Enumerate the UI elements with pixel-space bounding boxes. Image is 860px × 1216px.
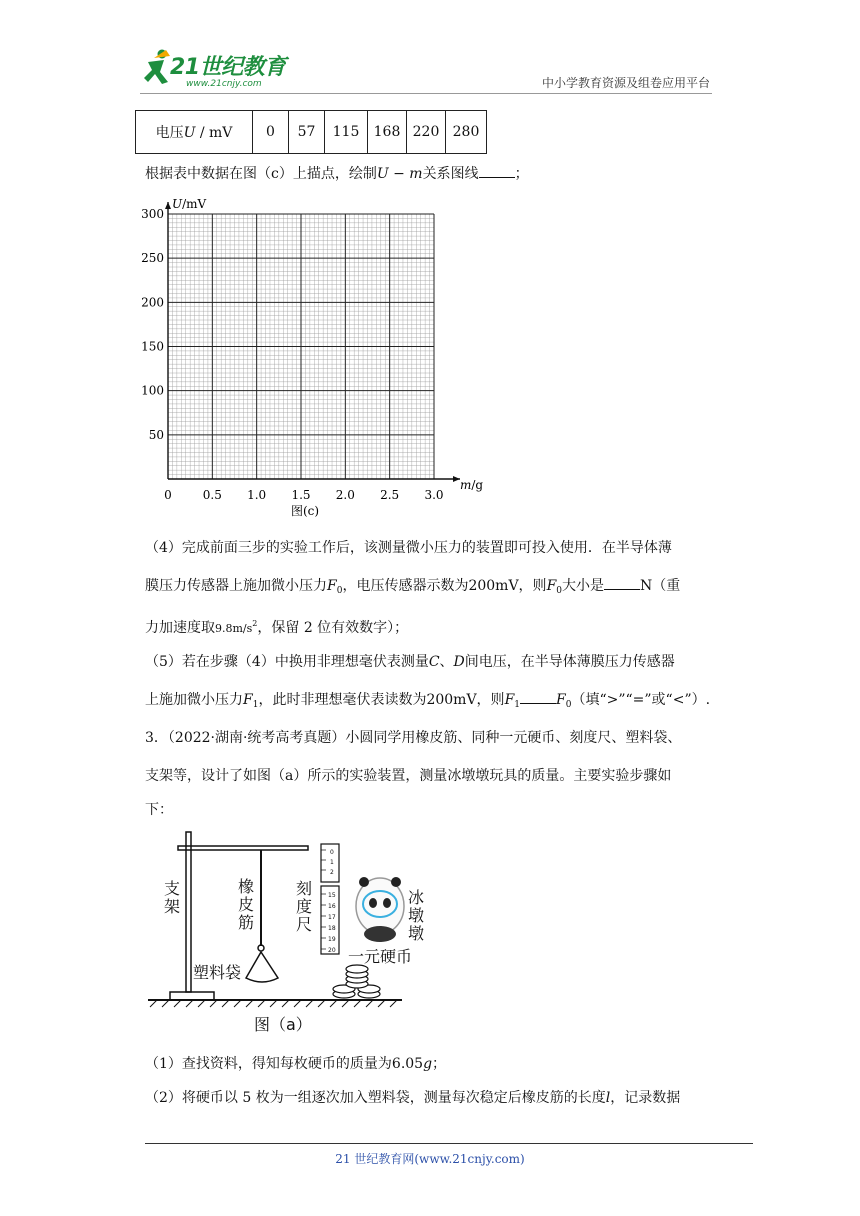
stand-pole	[186, 832, 191, 992]
x-axis-arrow	[453, 476, 460, 482]
y-tick-label: 200	[141, 295, 164, 310]
ruler-mark: 19	[328, 936, 336, 943]
table-unit: / mV	[195, 125, 233, 141]
q5-text: （填“>”“=”或“<”）.	[571, 692, 711, 708]
voltage-table	[135, 110, 487, 154]
x-tick-label: 2.5	[380, 488, 400, 502]
logo-url: www.21cnjy.com	[186, 79, 262, 89]
q4-text: N（重	[640, 578, 681, 594]
table-header-cell	[136, 111, 253, 154]
label-mascot: 冰墩墩	[408, 888, 425, 943]
y-tick-label: 250	[141, 251, 164, 266]
y-axis-arrow	[165, 202, 171, 209]
step-2	[145, 1088, 680, 1108]
instr-after: 关系图线	[422, 166, 479, 182]
platform-label: 中小学教育资源及组卷应用平台	[541, 76, 710, 90]
step-text: ，记录数据	[610, 1090, 681, 1106]
ruler-mark: 16	[328, 903, 336, 910]
q4-text: 大小是	[562, 578, 605, 594]
label-bag: 塑料袋	[193, 963, 242, 982]
x-tick-label: 1.5	[291, 488, 311, 502]
bag-icon	[246, 952, 278, 982]
point-c: C	[428, 654, 440, 670]
table-cell: 115	[325, 111, 368, 154]
x-tick-label: 0.5	[202, 488, 222, 502]
step-text: （1）查找资料，得知每枚硬币的质量为	[145, 1056, 392, 1072]
plot-instruction	[145, 164, 529, 184]
q5-text: ，此时非理想毫伏表读数为200mV，则	[258, 692, 505, 708]
chart-caption: 图(c)	[290, 504, 320, 518]
graph-c	[130, 192, 490, 522]
table-var: U	[183, 125, 196, 141]
x-tick-label: 3.0	[424, 488, 444, 502]
instr-end: ；	[514, 166, 529, 182]
ruler-mark: 2	[330, 869, 334, 876]
f0-sub: 0	[556, 586, 563, 596]
ground-hatch	[150, 1000, 397, 1007]
y-tick-labels	[141, 207, 164, 442]
instr-var-u: U	[376, 166, 389, 182]
answer-blank[interactable]	[604, 576, 640, 590]
step-text: ；	[432, 1056, 447, 1072]
logo-runner-icon	[140, 48, 174, 88]
y-axis-label: U/mV	[172, 197, 207, 211]
table-label: 电压	[155, 125, 184, 141]
f1-sub: 1	[252, 700, 259, 710]
table-cell: 280	[446, 111, 487, 154]
instr-text: 根据表中数据在图（c）上描点，绘制	[145, 166, 377, 182]
f1-symbol: F	[504, 692, 515, 708]
table-row	[136, 111, 487, 154]
answer-blank[interactable]	[479, 164, 515, 178]
q4-text: ，保留 2 位有效数字）；	[257, 620, 409, 636]
ruler-mark: 20	[328, 947, 336, 954]
q5-line2	[145, 690, 710, 715]
q4-line3	[145, 614, 408, 639]
q4-line2	[145, 576, 680, 601]
f0-symbol: F	[546, 578, 557, 594]
stand-base	[170, 992, 214, 1000]
label-coin: 一元硬币	[348, 947, 413, 966]
q4-text: 膜压力传感器上施加微小压力	[145, 578, 327, 594]
g-sup: 2	[252, 619, 258, 628]
table-cell: 220	[407, 111, 446, 154]
coin-mass-value: 6.05	[391, 1056, 424, 1072]
x-tick-label: 0	[164, 488, 172, 502]
header-divider	[140, 93, 712, 94]
label-stand: 支架	[164, 879, 181, 916]
y-tick-label: 300	[141, 207, 164, 221]
q5-text: 上施加微小压力	[145, 692, 243, 708]
y-tick-label: 150	[141, 339, 164, 354]
y-tick-label: 100	[141, 383, 164, 398]
q3-line2: 支架等，设计了如图（a）所示的实验装置，测量冰墩墩玩具的质量。主要实验步骤如	[145, 768, 672, 784]
q4-line1: （4）完成前面三步的实验工作后，该测量微小压力的装置即可投入使用．在半导体薄	[145, 540, 672, 556]
step-1	[145, 1054, 446, 1074]
label-rubber-band: 橡皮筋	[238, 877, 255, 932]
footer-text: 21 世纪教育网(www.21cnjy.com)	[335, 1152, 525, 1166]
f0-sub: 0	[565, 700, 572, 710]
y-tick-label: 50	[148, 427, 164, 442]
footer-divider	[145, 1143, 753, 1144]
answer-blank[interactable]	[520, 690, 556, 704]
f1-symbol: F	[243, 692, 253, 708]
g-value: 9.8m/s	[215, 622, 253, 635]
mascot-icon	[356, 877, 404, 942]
logo-text: 21世纪教育	[170, 55, 286, 80]
f0-symbol: F	[327, 578, 337, 594]
q5-line1	[145, 652, 675, 672]
instr-var-m: m	[409, 166, 423, 182]
label-ruler: 刻度尺	[296, 879, 313, 934]
step-text: （2）将硬币以 5 枚为一组逐次加入塑料袋，测量每次稳定后橡皮筋的长度	[145, 1090, 606, 1106]
f1-sub: 1	[514, 700, 521, 710]
q3-line1: 3．（2022·湖南·统考高考真题）小圆同学用橡皮筋、同种一元硬币、刻度尺、塑料袋、	[145, 730, 682, 746]
point-d: D	[453, 654, 465, 670]
ruler-mark: 0	[330, 849, 334, 856]
ruler-mark: 17	[328, 914, 336, 921]
q5-sep: 、	[439, 654, 454, 670]
instr-dash: −	[388, 166, 410, 182]
x-tick-label: 2.0	[335, 488, 355, 502]
table-cell: 168	[368, 111, 407, 154]
coin-stack-icon	[333, 965, 380, 998]
ruler-mark: 15	[328, 892, 336, 899]
figure-a	[140, 826, 440, 1036]
q5-text: （5）若在步骤（4）中换用非理想毫伏表测量	[145, 654, 429, 670]
x-tick-label: 1.0	[247, 488, 267, 502]
table-cell: 0	[253, 111, 289, 154]
stand-arm	[178, 846, 308, 850]
f0-sub: 0	[336, 586, 343, 596]
q4-text: ，电压传感器示数为200mV，则	[342, 578, 547, 594]
table-cell: 57	[289, 111, 325, 154]
q5-text: 间电压，在半导体薄膜压力传感器	[464, 654, 675, 670]
ruler-mark: 1	[330, 859, 334, 866]
ruler-mark: 18	[328, 925, 336, 932]
q3-line3: 下：	[145, 802, 173, 818]
q4-text: 力加速度取	[145, 620, 215, 636]
length-symbol: l	[605, 1090, 611, 1106]
x-axis-label: m/g	[460, 478, 484, 492]
f0-symbol: F	[556, 692, 566, 708]
coin-mass-unit: g	[423, 1056, 433, 1072]
x-tick-labels	[164, 488, 443, 502]
figure-a-caption: 图（a）	[254, 1015, 312, 1034]
